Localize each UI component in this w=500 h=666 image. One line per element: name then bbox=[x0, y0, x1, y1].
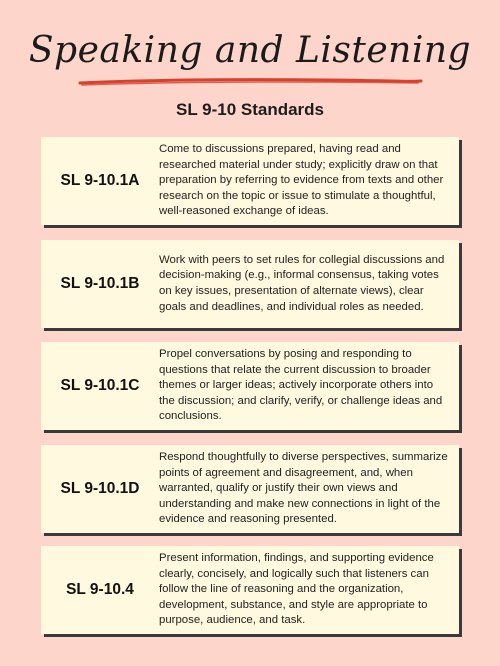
standard-card bbox=[41, 546, 459, 634]
title-underline bbox=[78, 74, 423, 90]
standard-code: SL 9-10.4 bbox=[66, 581, 134, 598]
standard-description: Respond thoughtfully to diverse perspectives, summarize points of agreement and disagreement, and, when warranted, qualify or justify their own views and understanding and make new connections in light of the evidence and reasoning presented. bbox=[159, 451, 448, 526]
header bbox=[0, 22, 500, 92]
standard-code: SL 9-10.1C bbox=[60, 377, 140, 394]
standard-card bbox=[41, 240, 459, 328]
standard-description: Present information, findings, and supporting evidence clearly, concisely, and logically such that listeners can follow the line of reasoning and the organization, development, substance, and style are appropriate to purpose, audience, and task. bbox=[159, 552, 434, 627]
standard-description: Work with peers to set rules for collegial discussions and decision-making (e.g., informal consensus, taking votes on key issues, presentation of alternate views), clear goals and deadlines, and individual roles as needed. bbox=[159, 253, 445, 313]
standard-description: Come to discussions prepared, having read and researched material under study; explicitly draw on that preparation by referring to evidence from texts and other research on the topic or issue to stimulate a thoughtful, well-reasoned exchange of ideas. bbox=[159, 143, 444, 218]
standard-code: SL 9-10.1D bbox=[60, 480, 140, 497]
standard-card bbox=[41, 445, 459, 533]
page-title: Speaking and Listening bbox=[28, 30, 472, 71]
standard-code: SL 9-10.1A bbox=[60, 172, 140, 189]
standard-code: SL 9-10.1B bbox=[60, 275, 140, 292]
standard-card bbox=[41, 342, 459, 430]
page-subtitle: SL 9-10 Standards bbox=[175, 100, 325, 119]
standard-card bbox=[41, 137, 459, 225]
standard-description: Propel conversations by posing and responding to questions that relate the current discussion to broader themes or larger ideas; actively incorporate others into the discussion; and clarify, verify, or challenge ideas and conclusions. bbox=[159, 348, 443, 423]
